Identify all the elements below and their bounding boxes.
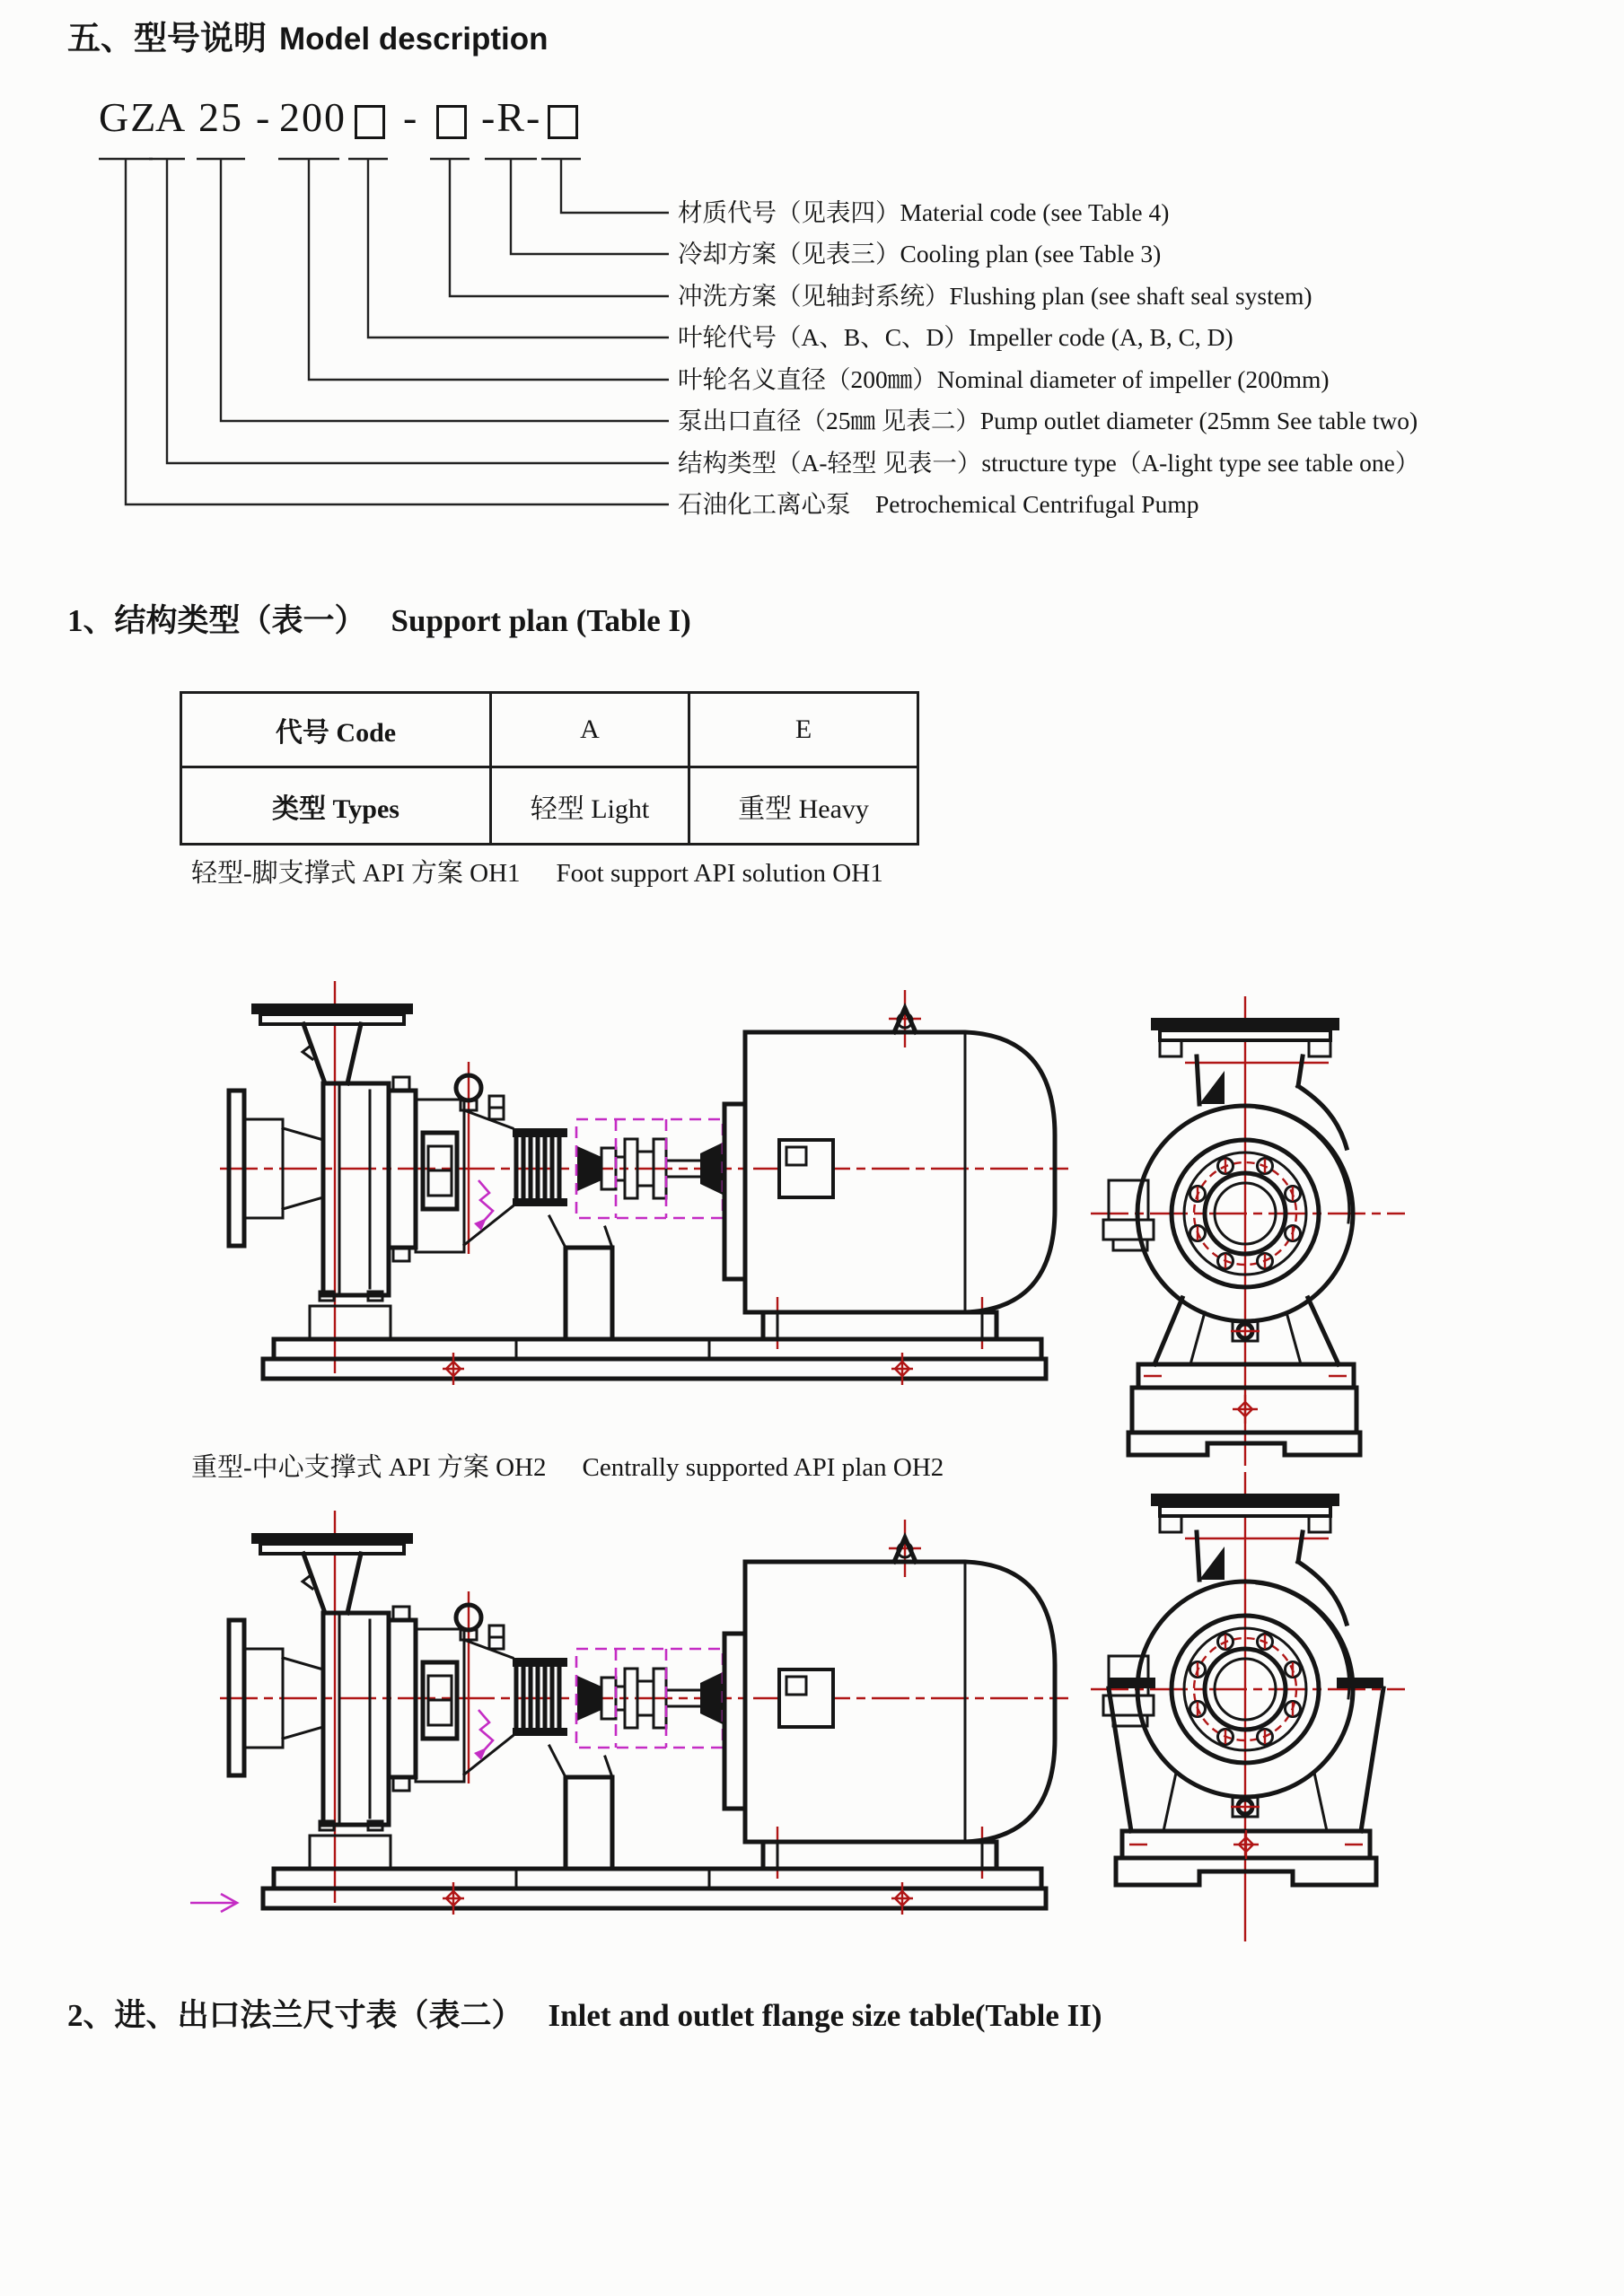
code-seg-series: GZ: [99, 94, 158, 140]
code-label-impeller-dia: 叶轮名义直径（200㎜）Nominal diameter of impeller (200mm): [678, 365, 1330, 393]
code-seg-structure: A: [155, 94, 188, 140]
code-label-structure: 结构类型（A-轻型 见表一）structure type（A-light type see table one）: [678, 449, 1420, 477]
section2-en: Inlet and outlet flange size table(Table II): [548, 1998, 1102, 2033]
caption-oh1: [191, 853, 883, 889]
flow-direction-arrow: [190, 1894, 237, 1912]
code-seg-outlet: 25: [198, 94, 243, 140]
page-title-en: Model description: [279, 22, 549, 57]
section1-en: Support plan (Table I): [391, 603, 691, 638]
caption-oh1-zh: 轻型-脚支撑式 API 方案 OH1: [191, 859, 521, 888]
drawing-oh1: [135, 920, 1607, 1469]
section1-heading: [67, 596, 691, 641]
support-plan-table: [180, 691, 919, 846]
table-cell-heavy: 重型 Heavy: [689, 767, 918, 845]
code-label-cooling: 冷却方案（见表三）Cooling plan (see Table 3): [678, 240, 1162, 267]
table-cell-code-a: A: [491, 693, 689, 767]
section1-zh: 1、结构类型（表一）: [67, 603, 366, 638]
section2-heading: [67, 1991, 1102, 2036]
caption-oh2-zh: 重型-中心支撑式 API 方案 OH2: [191, 1453, 547, 1482]
code-label-impeller-code: 叶轮代号（A、B、C、D）Impeller code (A, B, C, D): [678, 323, 1233, 351]
code-seg-impeller-dia: 200: [279, 94, 347, 140]
code-label-flushing: 冲洗方案（见轴封系统）Flushing plan (see shaft seal system): [678, 282, 1312, 310]
drawing-oh2: [135, 1450, 1607, 1954]
code-label-outlet-dia: 泵出口直径（25㎜ 见表二）Pump outlet diameter (25mm See table two): [678, 407, 1418, 434]
table-row: [181, 767, 918, 845]
code-seg-cooling: -R-: [481, 94, 542, 140]
table-cell-light: 轻型 Light: [491, 767, 689, 845]
table-row: [181, 693, 918, 767]
table-cell-code-header: 代号 Code: [181, 693, 491, 767]
section2-zh: 2、进、出口法兰尺寸表（表二）: [67, 1998, 523, 2033]
code-dash: -: [256, 94, 272, 140]
table-cell-code-e: E: [689, 693, 918, 767]
caption-oh1-en: Foot support API solution OH1: [556, 859, 883, 888]
caption-oh2-en: Centrally supported API plan OH2: [582, 1453, 944, 1482]
code-label-pump-type: 石油化工离心泵 Petrochemical Centrifugal Pump: [678, 490, 1199, 518]
code-dash: -: [403, 94, 419, 140]
page-title-zh: 五、型号说明: [67, 21, 267, 57]
table-cell-types-header: 类型 Types: [181, 767, 491, 845]
code-label-material: 材质代号（见表四）Material code (see Table 4): [678, 198, 1170, 226]
